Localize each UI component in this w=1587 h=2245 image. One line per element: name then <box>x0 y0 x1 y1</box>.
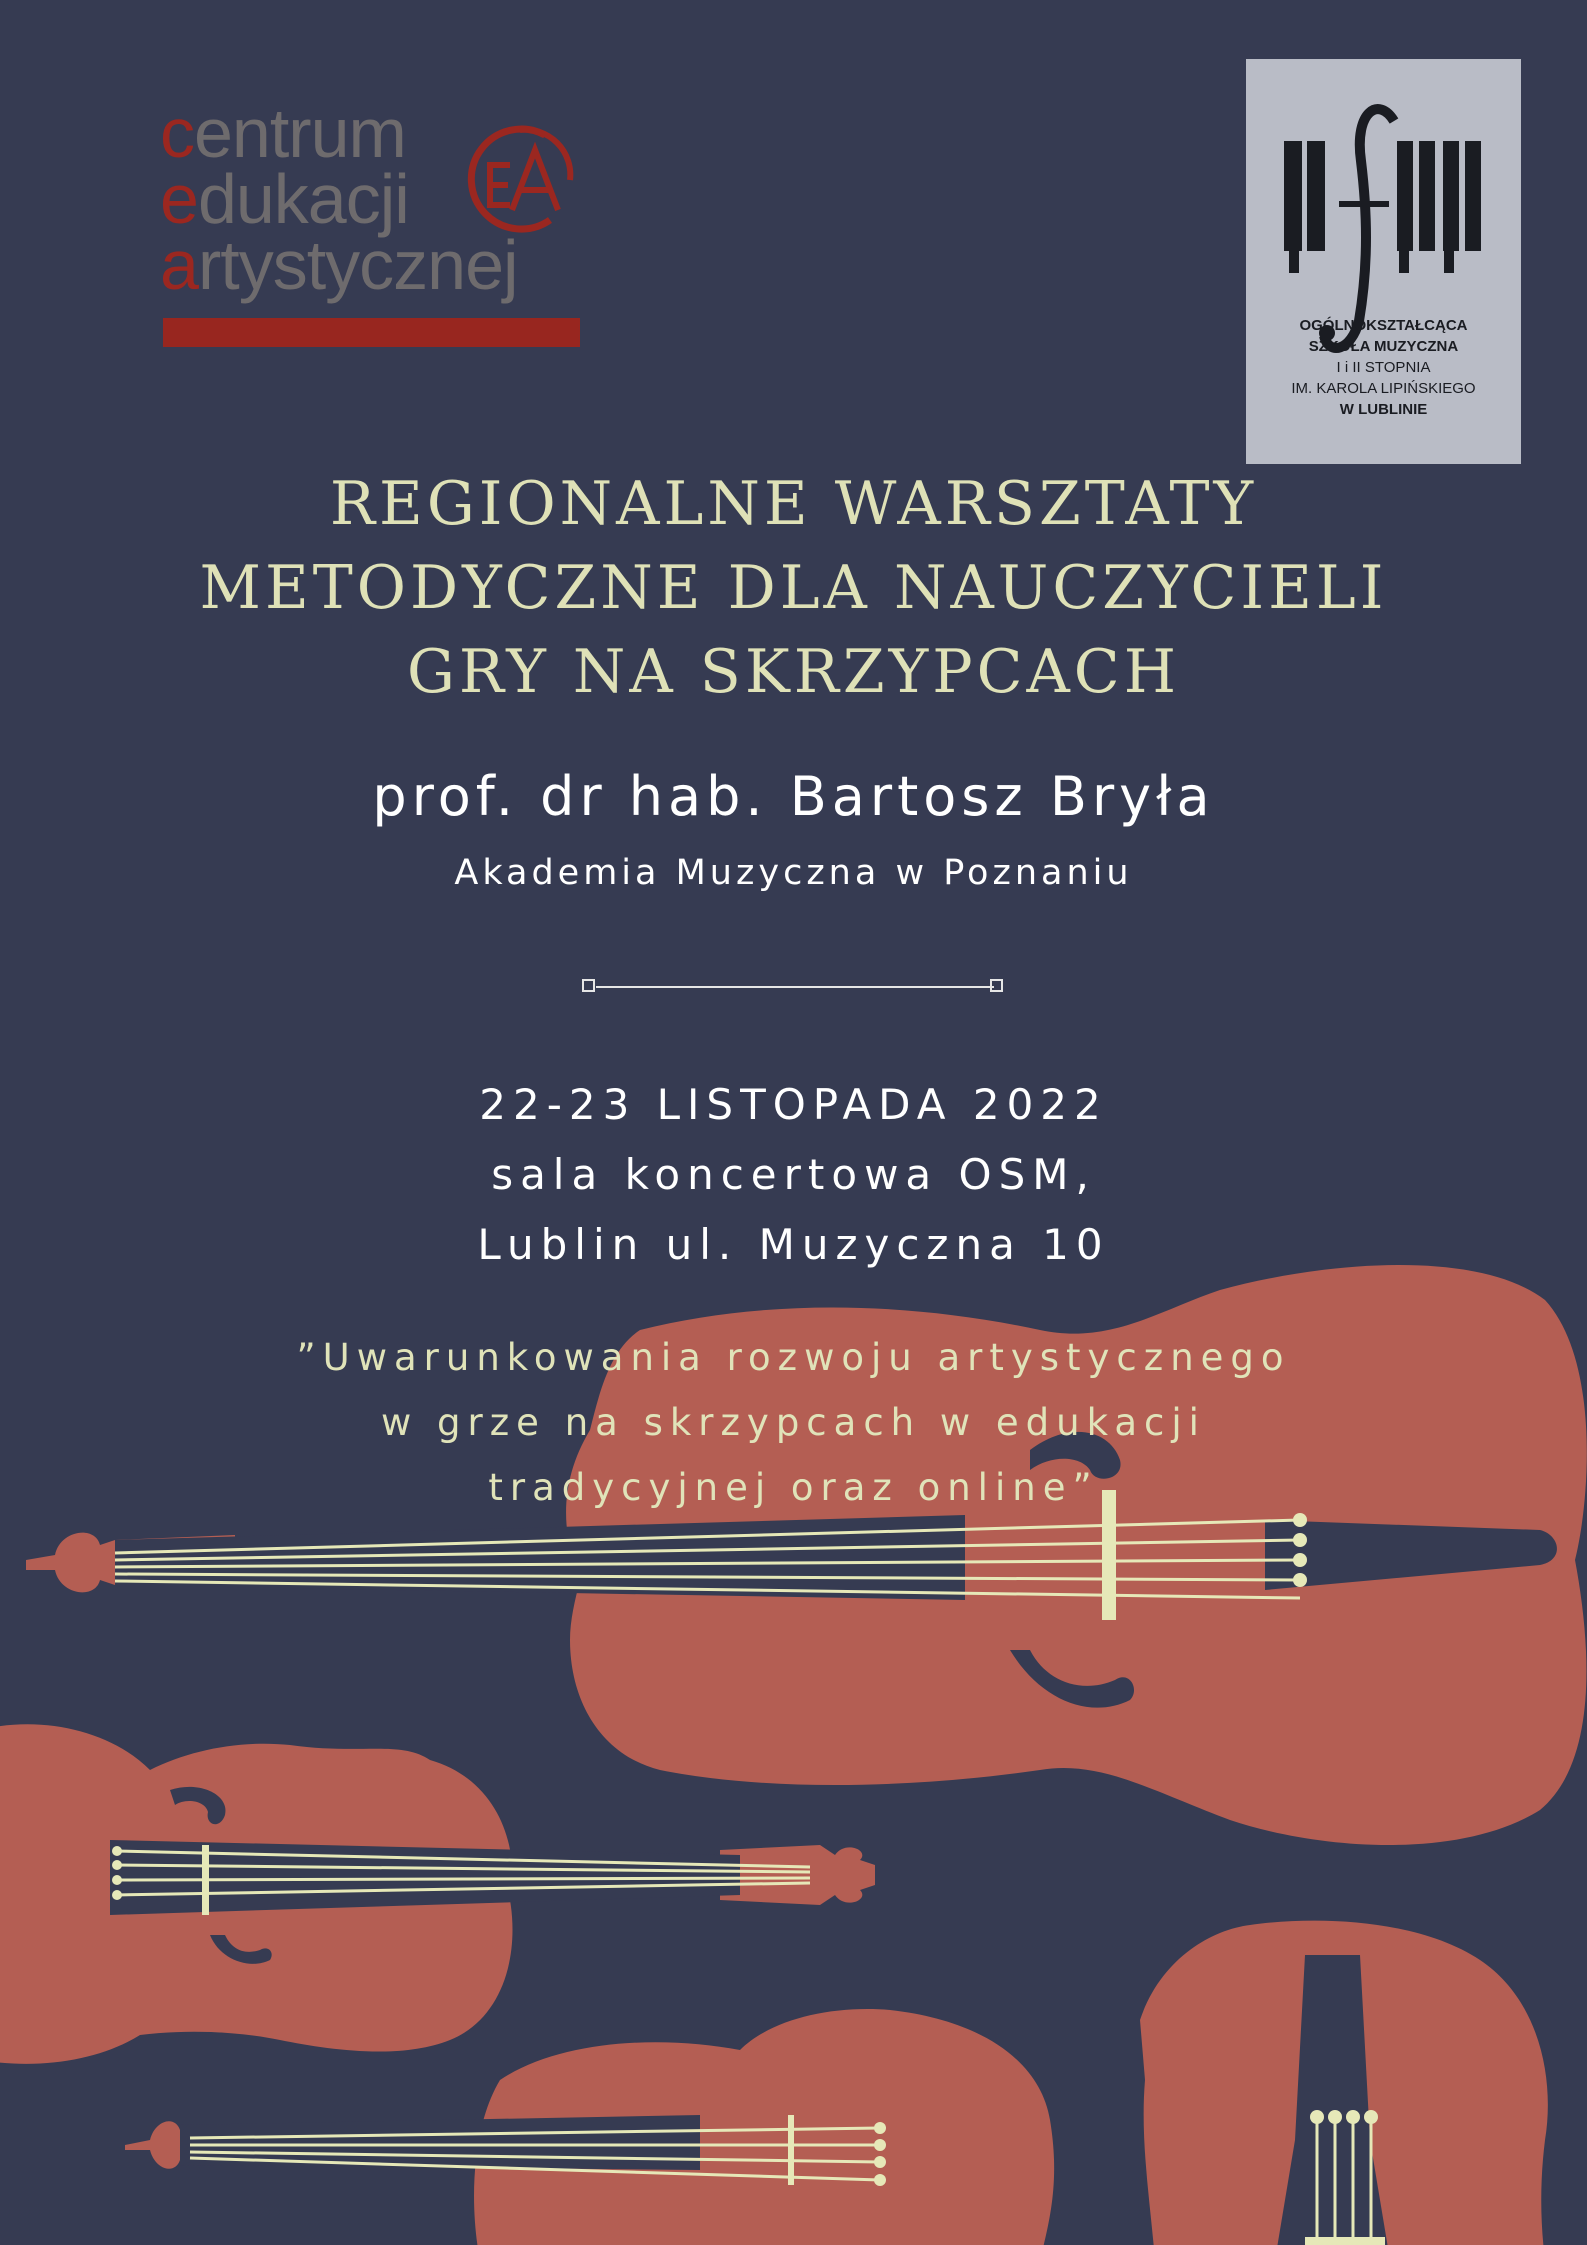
lecture-topic-quote <box>0 1325 1587 1520</box>
school-name-line: OGÓLNOKSZTAŁCĄCA <box>1299 317 1468 334</box>
quote-line: ”Uwarunkowania rozwoju artystycznego <box>296 1336 1291 1379</box>
school-name-line: I i II STOPNIA <box>1336 359 1431 376</box>
cea-emblem-icon <box>450 110 590 250</box>
cea-logo-line: edukacji <box>160 160 409 238</box>
divider-end-right <box>990 979 1003 992</box>
event-date: 22-23 LISTOPADA 2022 <box>479 1080 1108 1129</box>
school-name-line: W LUBLINIE <box>1339 401 1428 418</box>
event-address: Lublin ul. Muzyczna 10 <box>477 1220 1110 1269</box>
cea-logo <box>160 94 590 360</box>
divider-line <box>596 986 994 988</box>
cea-logo-line: centrum <box>160 94 406 172</box>
quote-line: w grze na skrzypcach w edukacji <box>381 1401 1206 1444</box>
event-title <box>0 462 1587 714</box>
divider-end-left <box>582 979 595 992</box>
school-logo <box>1246 59 1521 464</box>
divider <box>580 977 1010 997</box>
title-line: METODYCZNE DLA NAUCZYCIELI <box>199 553 1388 623</box>
cea-logo-bar <box>163 318 580 347</box>
title-line: GRY NA SKRZYPCACH <box>406 637 1181 707</box>
quote-line: tradycyjnej oraz online” <box>488 1466 1099 1509</box>
title-line: REGIONALNE WARSZTATY <box>329 469 1258 539</box>
violin-scroll-left <box>720 1845 875 1905</box>
event-venue: sala koncertowa OSM, <box>491 1150 1096 1199</box>
school-name-line: IM. KAROLA LIPIŃSKIEGO <box>1291 380 1476 397</box>
school-name-line: SZKOŁA MUZYCZNA <box>1308 338 1459 355</box>
cea-logo-line: artystycznej <box>160 226 518 304</box>
speaker-affiliation: Akademia Muzyczna w Poznaniu <box>454 853 1133 893</box>
speaker-name: prof. dr hab. Bartosz Bryła <box>372 765 1215 828</box>
